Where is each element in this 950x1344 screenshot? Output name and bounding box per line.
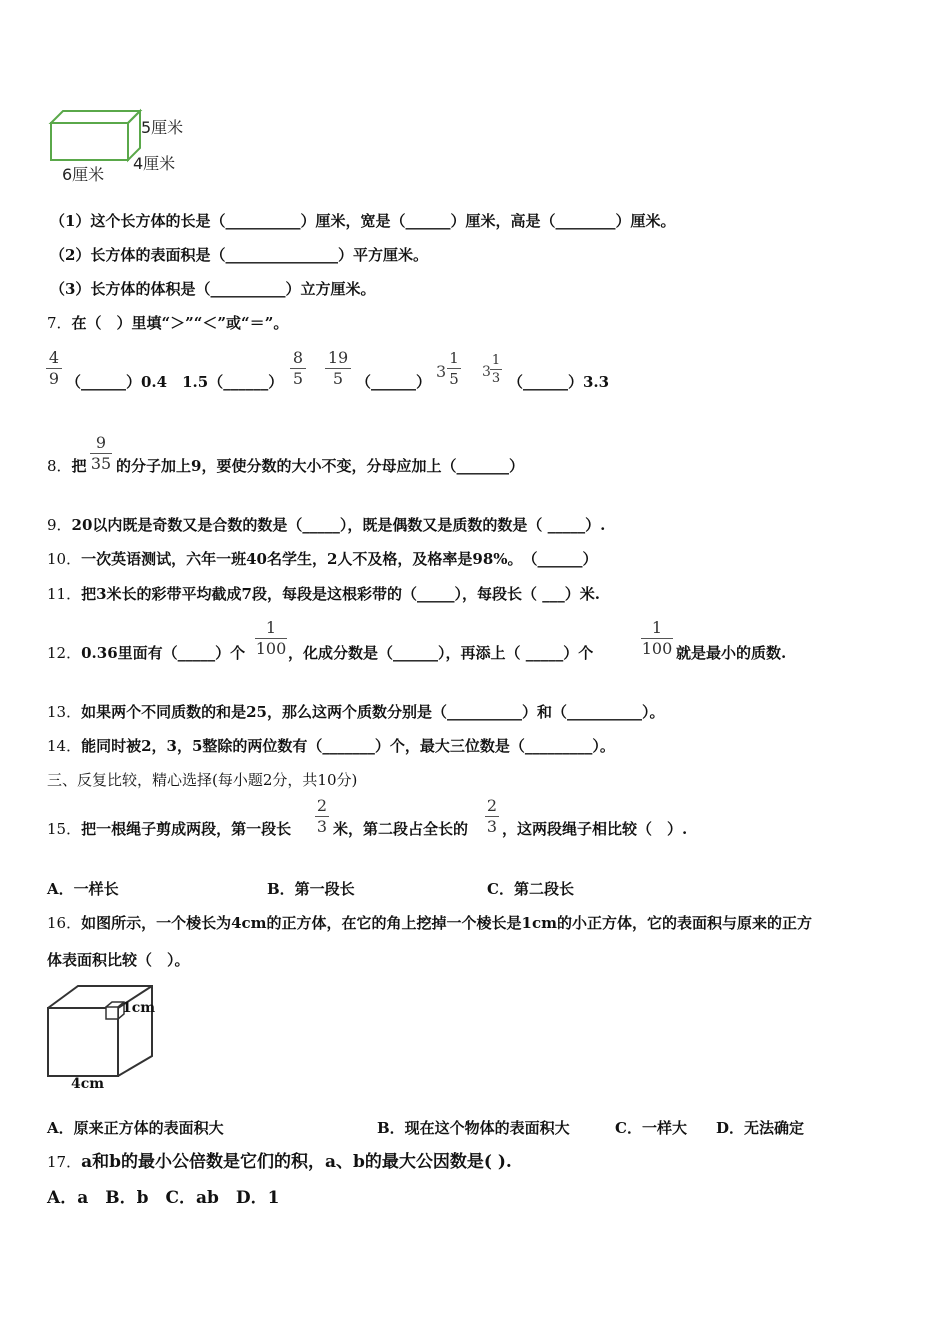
q16-option-c[interactable]: C．一样大 [615,1119,687,1137]
q11-question [47,584,600,604]
length-label: 6厘米 [62,165,105,184]
small-cube-label: 1cm [122,1000,156,1016]
fraction-2-3-b: 2 3 [486,796,498,836]
q6-part2: （2）长方体的表面积是（_______________）平方厘米。 [50,246,428,264]
q16-text-line1: 如图所示，一个棱长为4cm的正方体，在它的角上挖掉一个棱长是1cm的小正方体，它的表面积与原来的正方 [81,914,812,932]
q15-part-a [47,819,291,839]
q10-question [47,549,598,569]
q15-option-c[interactable]: C．第二段长 [487,880,574,898]
question-number: 11． [47,585,82,603]
q7-text: 在（ ）里填“＞”“＜”或“＝”。 [71,314,289,332]
cuboid-figure [45,105,195,185]
q7-question [47,313,288,333]
q15-part-b: 米，第二段占全长的 [333,820,469,838]
q15-option-a[interactable]: A．一样长 [47,880,119,898]
q7-part2: （______） [356,373,432,391]
question-number: 14． [47,737,82,755]
q7-part1: （______）0.4 1.5（______） [66,373,284,391]
question-number: 9． [47,516,72,534]
q8-question [47,456,87,476]
q12-part-a [47,643,245,663]
question-number: 12． [47,644,82,662]
fraction-4-9: 4 9 [46,349,62,388]
mixed-3-1-5-frac: 1 5 [447,349,461,388]
q16-option-b[interactable]: B．现在这个物体的表面积大 [377,1119,570,1137]
fraction-2-3-a: 2 3 [316,796,328,836]
q16-line2: 体表面积比较（ ）。 [47,951,190,969]
q16-option-a[interactable]: A．原来正方体的表面积大 [47,1119,224,1137]
q12-part-c: 就是最小的质数. [676,644,787,662]
q12-text-a: 0.36里面有（_____）个 [81,644,246,662]
mixed-3-1-3-frac: 1 3 [491,353,501,386]
q12-part-b: ，化成分数是（______），再添上（ _____）个 [288,644,594,662]
q13-question [47,702,664,722]
section-3-header: 三、反复比较，精心选择(每小题2分，共10分) [47,771,358,789]
q8-pre: 把 [71,457,87,475]
q17-options[interactable]: A．a B．b C．ab D．1 [47,1188,280,1208]
q6-part1: （1）这个长方体的长是（__________）厘米，宽是（______）厘米，高是（________）厘米。 [50,212,676,230]
question-number: 16． [47,914,82,932]
question-number: 8． [47,457,72,475]
fraction-19-5: 19 5 [325,349,351,388]
fraction-1-100-a: 1 100 [255,618,287,658]
question-number: 17． [47,1153,82,1171]
mixed-3-1-3-int: 3 [482,364,491,380]
question-number: 13． [47,703,82,721]
q15-part-c: ，这两段绳子相比较（ ）. [502,820,688,838]
cuboid-drawing [48,108,143,168]
cube-figure [44,980,164,1090]
q17-question [47,1152,512,1172]
q8-post: 的分子加上9，要使分数的大小不变，分母应加上（_______） [116,457,524,475]
q15-text-a: 把一根绳子剪成两段，第一段长 [81,820,292,838]
mixed-3-1-5-int: 3 [436,362,447,381]
height-label: 5厘米 [141,118,184,137]
q10-text: 一次英语测试，六年一班40名学生，2人不及格，及格率是98%。 （______） [81,550,598,568]
q7-part3: （______）3.3 [508,373,610,391]
fraction-8-5: 8 5 [290,349,306,388]
fraction-9-35: 9 35 [90,433,112,473]
question-number: 15． [47,820,82,838]
width-label: 4厘米 [133,154,176,173]
q17-text: a和b的最小公倍数是它们的积，a、b的最大公因数是( ). [81,1152,512,1172]
q16-option-d[interactable]: D．无法确定 [716,1119,805,1137]
cube-drawing [44,980,162,1080]
big-cube-label: 4cm [71,1076,105,1092]
q11-text: 把3米长的彩带平均截成7段，每段是这根彩带的（_____），每段长（ ___）米. [81,585,600,603]
q9-question [47,515,605,535]
q15-option-b[interactable]: B．第一段长 [267,880,355,898]
q13-text: 如果两个不同质数的和是25，那么这两个质数分别是（__________）和（__________）。 [81,703,665,721]
fraction-1-100-b: 1 100 [641,618,673,658]
q6-part3: （3）长方体的体积是（__________）立方厘米。 [50,280,376,298]
question-number: 7． [47,314,72,332]
question-number: 10． [47,550,82,568]
q14-text: 能同时被2，3，5整除的两位数有（_______）个，最大三位数是（_________）。 [81,737,615,755]
q16-line1 [47,913,812,933]
q14-question [47,736,615,756]
q9-text: 20以内既是奇数又是合数的数是（_____），既是偶数又是质数的数是（ _____）. [71,516,606,534]
